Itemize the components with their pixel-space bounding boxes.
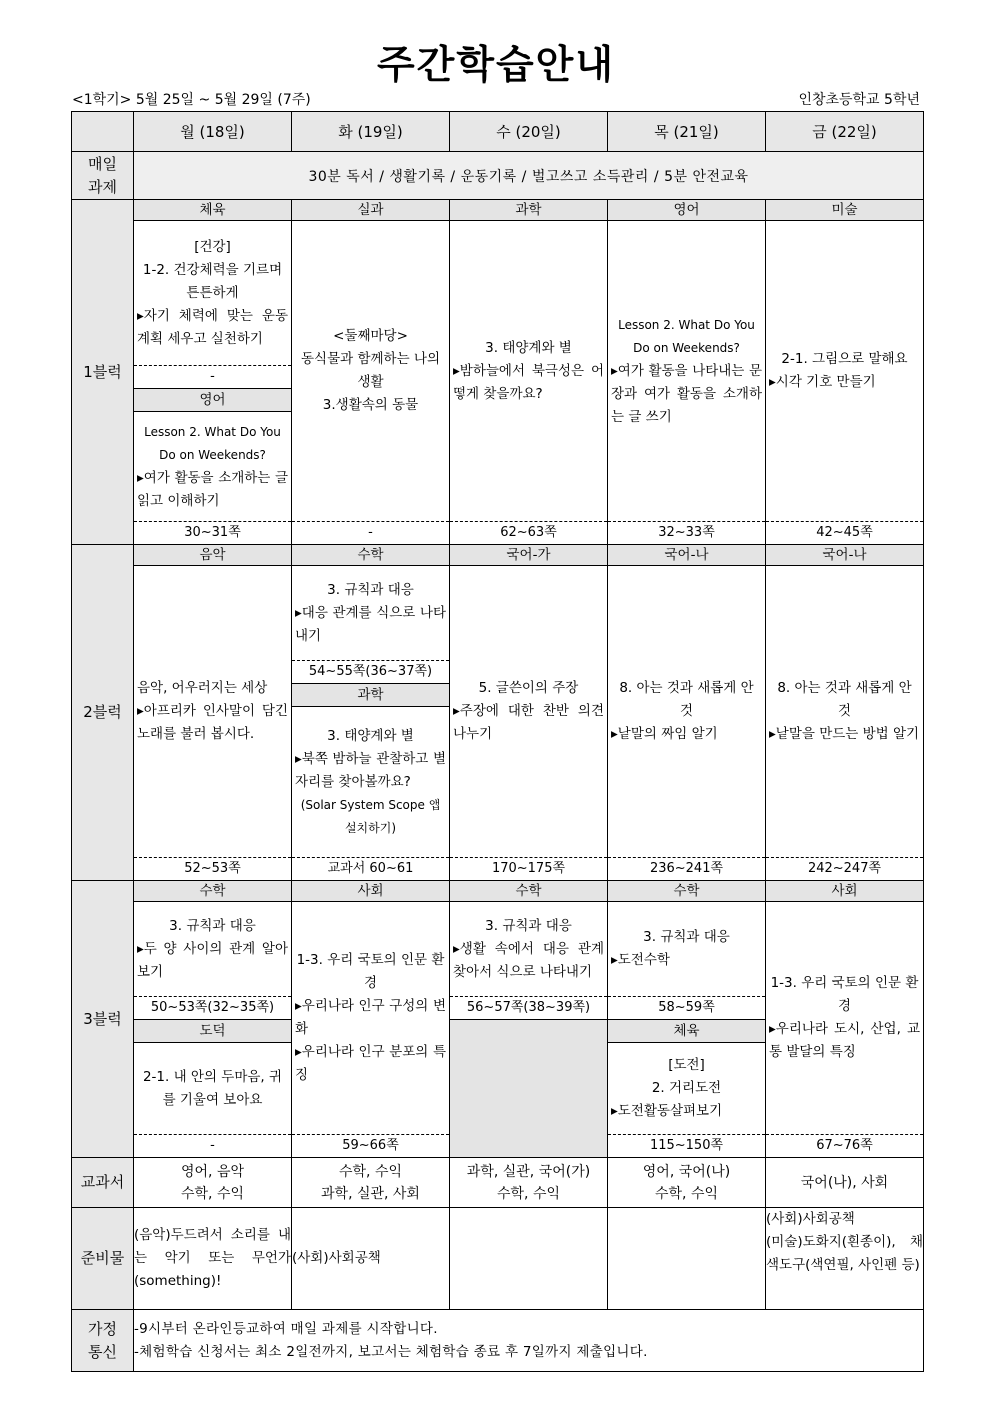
subject-label: 국어-나 — [766, 545, 923, 566]
activity-text: ▸밤하늘에서 북극성은 어떻게 찾을까요? — [453, 362, 604, 402]
activity-text: ▸우리나라 인구 분포의 특징 — [295, 1044, 446, 1083]
lesson-text: 3. 규칙과 대응 — [643, 929, 730, 945]
supply-item: (미술)도화지(흰종이), 채색도구(색연필, 사인펜 등) — [766, 1234, 923, 1273]
block2-tue — [292, 545, 450, 881]
lesson-text: [도전] — [668, 1057, 705, 1073]
activity-text: ▸낱말의 짜임 알기 — [611, 726, 718, 742]
activity-text: ▸북쪽 밤하늘 관찰하고 별자리를 찾아볼까요? — [295, 750, 446, 790]
lesson-text: 3. 규칙과 대응 — [485, 917, 572, 934]
block3-tue — [292, 881, 450, 1158]
activity-text: ▸낱말을 만드는 방법 알기 — [769, 726, 920, 742]
lesson-text: 2-1. 내 안의 두마음, 귀를 기울여 보아요 — [142, 1068, 283, 1108]
notice-label — [72, 1310, 134, 1372]
subject-label: 사회 — [766, 881, 923, 902]
page-range: 236~241쪽 — [608, 857, 765, 880]
lesson-text: 3. 규칙과 대응 — [327, 581, 414, 598]
page-range: 59~66쪽 — [292, 1134, 449, 1157]
lesson-text: [건강] — [194, 238, 231, 255]
block1-tue — [292, 200, 450, 545]
day-header-tue: 화 (19일) — [292, 112, 450, 152]
lesson-text: 5. 글쓴이의 주장 — [478, 680, 579, 696]
subject-label: 실과 — [292, 200, 449, 221]
block2-thu — [608, 545, 766, 881]
supplies-mon: (음악)두드려서 소리를 내는 악기 또는 무언가(something)! — [134, 1208, 292, 1310]
block3-mon — [134, 881, 292, 1158]
textbooks-label: 교과서 — [72, 1158, 134, 1208]
block1-label: 1블럭 — [72, 200, 134, 545]
textbooks-fri — [766, 1158, 924, 1208]
activity-text: ▸아프리카 인사말이 담긴 노래를 불러 봅시다. — [137, 703, 288, 742]
textbooks-wed — [450, 1158, 608, 1208]
weekly-schedule-table — [71, 111, 924, 1372]
school-info: 인창초등학교 5학년 — [798, 92, 920, 108]
block1-wed — [450, 200, 608, 545]
textbook-list: 수학, 수익 — [497, 1185, 560, 1202]
day-header-wed: 수 (20일) — [450, 112, 608, 152]
textbook-list: 과학, 실관, 국어(가) — [466, 1163, 591, 1180]
lesson-text: 3. 규칙과 대응 — [169, 917, 256, 934]
activity-text: ▸우리나라 인구 구성의 변화 — [295, 998, 446, 1037]
lesson-text: Lesson 2. What Do You Do on Weekends? — [618, 317, 755, 355]
activity-text: ▸여가 활동을 나타내는 문장과 여가 활동을 소개하는 글 쓰기 — [611, 362, 762, 425]
lesson-text: 8. 아는 것과 새롭게 안 것 — [777, 680, 912, 719]
page-range: 52~53쪽 — [134, 857, 291, 880]
lesson-text: 8. 아는 것과 새롭게 안 것 — [619, 680, 754, 719]
lesson-text: 1-2. 건강체력을 기르며 튼튼하게 — [142, 261, 283, 301]
block1-fri — [766, 200, 924, 545]
block1-thu — [608, 200, 766, 545]
block2-label: 2블럭 — [72, 545, 134, 881]
lesson-text: 1-3. 우리 국토의 인문 환경 — [296, 952, 445, 991]
activity-text: ▸도전활동살펴보기 — [611, 1103, 723, 1119]
day-header-fri: 금 (22일) — [766, 112, 924, 152]
page-range: 54~55쪽(36~37쪽) — [292, 660, 449, 683]
textbook-list: 영어, 음악 — [181, 1163, 244, 1180]
activity-text: ▸주장에 대한 찬반 의견 나누기 — [453, 703, 604, 742]
day-header-thu: 목 (21일) — [608, 112, 766, 152]
block1-mon — [134, 200, 292, 545]
textbook-list: 수학, 수익 — [339, 1163, 402, 1180]
daily-tasks: 30분 독서 / 생활기록 / 운동기록 / 벌고쓰고 소득관리 / 5분 안전교육 — [134, 152, 924, 200]
lesson-text: 3. 태양계와 별 — [327, 727, 414, 744]
subject-label: 수학 — [292, 545, 449, 566]
lesson-text: 1-3. 우리 국토의 인문 환경 — [770, 975, 919, 1014]
supplies-tue: (사회)사회공책 — [292, 1208, 450, 1310]
supplies-label: 준비물 — [72, 1208, 134, 1310]
page-title: 주간학습안내 — [376, 43, 616, 88]
activity-text: ▸우리나라 도시, 산업, 교통 발달의 특징 — [769, 1021, 920, 1060]
subject-label: 과학 — [450, 200, 607, 221]
activity-text: ▸여가 활동을 소개하는 글 읽고 이해하기 — [137, 469, 288, 509]
block3-thu — [608, 881, 766, 1158]
notice-label-line1: 가정 — [88, 1319, 117, 1338]
page-range: - — [134, 365, 291, 388]
lesson-text: 3. 태양계와 별 — [485, 339, 572, 356]
notice-line: -9시부터 온라인등교하여 매일 과제를 시작합니다. — [134, 1320, 438, 1337]
page-range: 58~59쪽 — [608, 996, 765, 1019]
textbooks-mon — [134, 1158, 292, 1208]
activity-text: ▸대응 관계를 식으로 나타내기 — [295, 604, 446, 644]
subject-label: 과학 — [292, 683, 449, 707]
supplies-wed — [450, 1208, 608, 1310]
empty-shaded-area — [450, 1020, 607, 1157]
notice-line: -체험학습 신청서는 최소 2일전까지, 보고서는 체험학습 종료 후 7일까지 제출입니다. — [134, 1343, 648, 1360]
daily-label-line1: 매일 — [88, 154, 117, 173]
lesson-text: 2. 거리도전 — [651, 1080, 722, 1096]
subject-label: 사회 — [292, 881, 449, 902]
supplies-fri — [766, 1208, 924, 1310]
textbooks-thu — [608, 1158, 766, 1208]
page-range: 170~175쪽 — [450, 857, 607, 880]
textbook-list: 영어, 국어(나) — [642, 1163, 731, 1180]
page-range: 42~45쪽 — [766, 521, 923, 544]
block3-fri — [766, 881, 924, 1158]
subject-label: 미술 — [766, 200, 923, 221]
activity-text: ▸두 양 사이의 관계 알아보기 — [137, 940, 288, 980]
supplies-thu — [608, 1208, 766, 1310]
page-range: - — [292, 521, 449, 544]
lesson-text: 음악, 어우러지는 세상 — [137, 680, 268, 696]
block3-wed — [450, 881, 608, 1158]
textbook-list: 국어(나), 사회 — [800, 1174, 889, 1191]
block2-wed — [450, 545, 608, 881]
subject-label: 수학 — [134, 881, 291, 902]
page-range: 32~33쪽 — [608, 521, 765, 544]
subject-label: 체육 — [134, 200, 291, 221]
activity-text: ▸자기 체력에 맞는 운동 계획 세우고 실천하기 — [137, 307, 288, 347]
lesson-text: 3.생활속의 동물 — [322, 397, 419, 413]
page-range: 67~76쪽 — [766, 1134, 923, 1157]
subject-label: 영어 — [608, 200, 765, 221]
supply-item: (사회)사회공책 — [766, 1211, 855, 1227]
period-info: <1학기> 5월 25일 ~ 5월 29일 (7주) — [72, 92, 311, 108]
page-range: 56~57쪽(38~39쪽) — [450, 996, 607, 1020]
page-range: 30~31쪽 — [134, 521, 291, 544]
subject-label: 영어 — [134, 388, 291, 412]
page-range: 교과서 60~61 — [292, 857, 449, 880]
textbook-list: 과학, 실관, 사회 — [321, 1185, 420, 1202]
lesson-text: 동식물과 함께하는 나의 생활 — [301, 351, 440, 390]
notice-label-line2: 통신 — [88, 1342, 117, 1361]
daily-label-line2: 과제 — [88, 177, 117, 196]
page-range: - — [134, 1134, 291, 1157]
lesson-text: Lesson 2. What Do You Do on Weekends? — [144, 424, 281, 462]
activity-text: ▸시각 기호 만들기 — [769, 374, 876, 390]
textbooks-tue — [292, 1158, 450, 1208]
block2-fri — [766, 545, 924, 881]
lesson-text: <둘째마당> — [333, 328, 408, 344]
activity-text: ▸도전수학 — [611, 952, 670, 968]
block2-mon — [134, 545, 292, 881]
daily-label — [72, 152, 134, 200]
textbook-list: 수학, 수익 — [655, 1185, 718, 1202]
page-range: 62~63쪽 — [450, 521, 607, 544]
subject-label: 체육 — [608, 1019, 765, 1043]
notice-text — [134, 1310, 924, 1372]
page-range: 242~247쪽 — [766, 857, 923, 880]
page-range: 115~150쪽 — [608, 1134, 765, 1157]
day-header-mon: 월 (18일) — [134, 112, 292, 152]
lesson-text: 2-1. 그림으로 말해요 — [781, 351, 908, 367]
subject-label: 국어-나 — [608, 545, 765, 566]
page-range: 50~53쪽(32~35쪽) — [134, 996, 291, 1019]
header-corner — [72, 112, 134, 152]
subject-label: 수학 — [450, 881, 607, 902]
block3-label: 3블럭 — [72, 881, 134, 1158]
textbook-list: 수학, 수익 — [181, 1185, 244, 1202]
subject-label: 음악 — [134, 545, 291, 566]
subject-label: 도덕 — [134, 1019, 291, 1043]
subject-label: 수학 — [608, 881, 765, 902]
subject-label: 국어-가 — [450, 545, 607, 566]
activity-text: ▸생활 속에서 대응 관계 찾아서 식으로 나타내기 — [453, 940, 604, 980]
note-text: (Solar System Scope 앱 설치하기) — [300, 797, 441, 835]
